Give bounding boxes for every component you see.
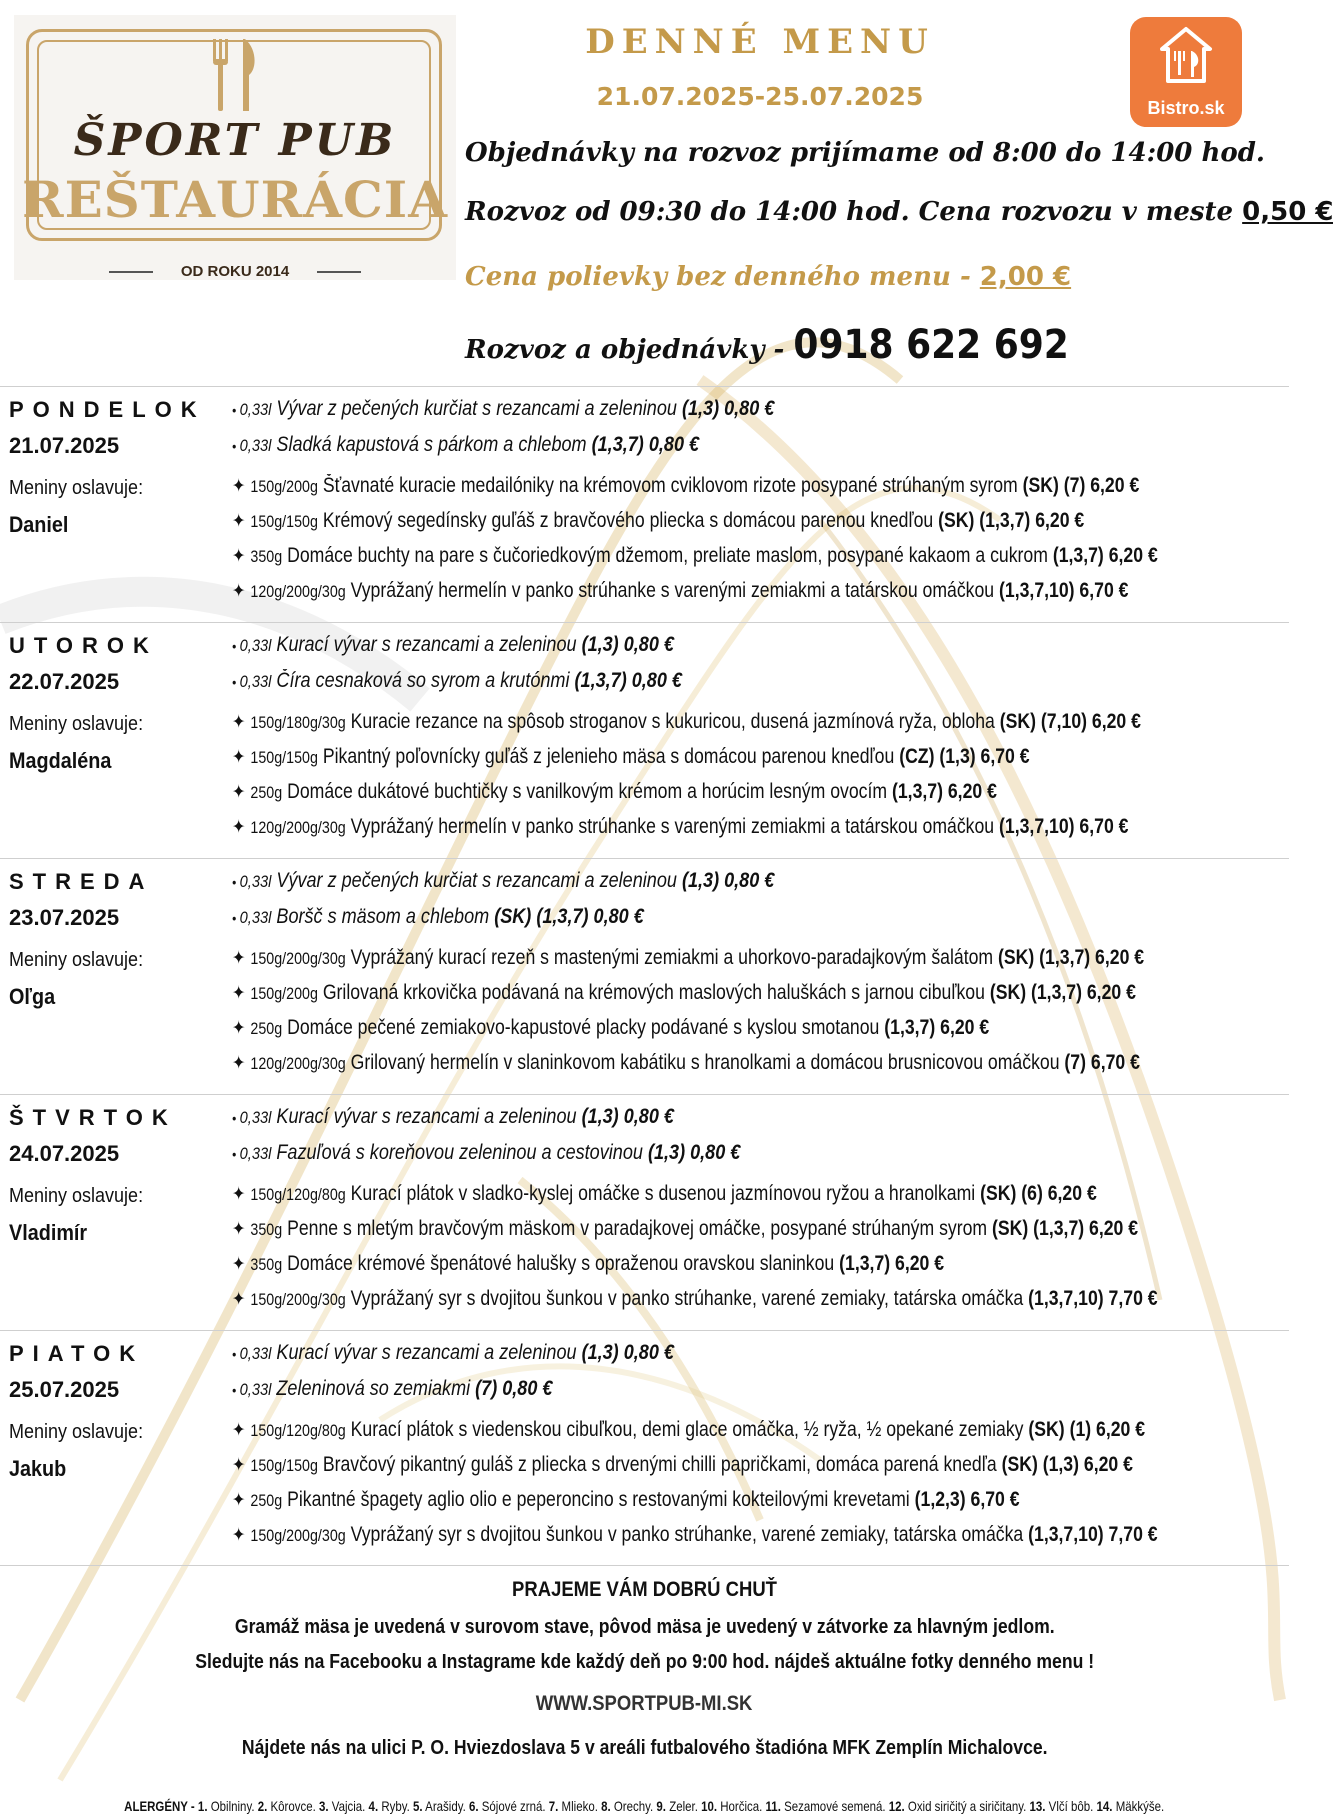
allergen-item: 7. Mlieko. — [549, 1798, 599, 1814]
website-link[interactable]: WWW.SPORTPUB-MI.SK — [536, 1692, 753, 1715]
star-icon: ✦ — [232, 782, 246, 803]
star-icon: ✦ — [232, 948, 246, 969]
soup-item: • 0,33l Sladká kapustová s párkom a chlebom (1,3,7) 0,80 € — [232, 433, 700, 456]
star-icon: ✦ — [232, 581, 246, 602]
day-name: PIATOK — [9, 1341, 145, 1366]
footer-wish: PRAJEME VÁM DOBRÚ CHUŤ — [512, 1578, 777, 1601]
day-name: UTOROK — [9, 633, 158, 658]
day-date: 21.07.2025 — [9, 433, 120, 458]
delivery-info: Rozvoz od 09:30 do 14:00 hod. Cena rozvozu v meste 0,50 € — [465, 197, 1333, 227]
allergen-item: 9. Zeler. — [656, 1798, 699, 1814]
restaurant-logo — [14, 15, 456, 280]
soup-item: • 0,33l Kurací vývar s rezancami a zeleninou (1,3) 0,80 € — [232, 1105, 674, 1128]
nameday-label: Meniny oslavuje: — [9, 1421, 144, 1443]
dish-item: ✦ 120g/200g/30g Grilovaný hermelín v slaninkovom kabátiku s hranolkami a domácou brusnicovou omáčkou (7) 6,70 € — [232, 1051, 1140, 1074]
dish-item: ✦ 250g Pikantné špagety aglio olio e peperoncino s restovanými kokteilovými krevetami (1,2,3) 6,70 € — [232, 1488, 1020, 1511]
star-icon: ✦ — [232, 1053, 246, 1074]
phone-number[interactable]: 0918 622 692 — [793, 322, 1069, 368]
allergens-label: ALERGÉNY - — [124, 1798, 199, 1814]
star-icon: ✦ — [232, 1018, 246, 1039]
day-name: STREDA — [9, 869, 154, 894]
dish-item: ✦ 120g/200g/30g Vyprážaný hermelín v panko strúhanke s varenými zemiakmi a tatárskou omáčkou (1,3,7,10) 6,70 € — [232, 815, 1129, 838]
logo-since: OD ROKU 2014 — [14, 263, 456, 280]
dish-item: ✦ 250g Domáce pečené zemiakovo-kapustové placky podávané s kyslou smotanou (1,3,7) 6,20 € — [232, 1016, 990, 1039]
fork-knife-icon — [199, 35, 269, 115]
dish-item: ✦ 150g/150g Bravčový pikantný guláš z pliecka s drvenými chilli papričkami, domáca parená knedľa (SK) (1,3) 6,20 € — [232, 1453, 1133, 1476]
dish-item: ✦ 150g/120g/80g Kurací plátok v sladko-kyslej omáčke s dusenou jazmínovou ryžou a hranolkami (SK) (6) 6,20 € — [232, 1182, 1097, 1205]
soup-item: • 0,33l Zeleninová so zemiakmi (7) 0,80 € — [232, 1377, 553, 1400]
nameday-label: Meniny oslavuje: — [9, 1185, 144, 1207]
star-icon: ✦ — [232, 1254, 246, 1275]
nameday-label: Meniny oslavuje: — [9, 713, 144, 735]
allergen-item: 13. Vlčí bôb. — [1029, 1798, 1094, 1814]
allergen-item: 2. Kôrovce. — [258, 1798, 317, 1814]
footer — [0, 1565, 1289, 1814]
day-block — [0, 1330, 1289, 1546]
soup-item: • 0,33l Kurací vývar s rezancami a zeleninou (1,3) 0,80 € — [232, 1341, 674, 1364]
bullet-icon: • — [232, 674, 237, 690]
dish-item: ✦ 150g/120g/80g Kurací plátok s viedenskou cibuľkou, demi glace omáčka, ½ ryža, ½ opekané zemiaky (SK) (1) 6,20 € — [232, 1418, 1146, 1441]
bullet-icon: • — [232, 1346, 237, 1362]
bullet-icon: • — [232, 874, 237, 890]
bistro-house-icon — [1160, 27, 1212, 83]
delivery-price: 0,50 € — [1242, 197, 1333, 227]
star-icon: ✦ — [232, 476, 246, 497]
day-date: 23.07.2025 — [9, 905, 120, 930]
day-block — [0, 386, 1289, 602]
dish-item: ✦ 150g/150g Pikantný poľovnícky guľáš z jelenieho mäsa s domácou parenou knedľou (CZ) (1,3) 6,70 € — [232, 745, 1030, 768]
logo-subtitle: REŠTAURÁCIA — [22, 170, 448, 229]
soup-item: • 0,33l Číra cesnaková so syrom a krutónmi (1,3,7) 0,80 € — [232, 669, 682, 692]
day-date: 25.07.2025 — [9, 1377, 120, 1402]
day-block — [0, 858, 1289, 1074]
dish-item: ✦ 350g Penne s mletým bravčovým mäskom v paradajkovej omáčke, posypané strúhaným syrom (SK) (1,3,7) 6,20 € — [232, 1217, 1139, 1240]
dish-item: ✦ 150g/200g Šťavnaté kuracie medailóniky na krémovom cviklovom rizote posypané strúhaným syrom (SK) (7) 6,20 € — [232, 474, 1140, 497]
star-icon: ✦ — [232, 1420, 246, 1441]
nameday-name: Oľga — [9, 984, 56, 1009]
star-icon: ✦ — [232, 511, 246, 532]
soup-price: 2,00 € — [979, 262, 1072, 292]
allergens-list — [0, 1798, 1289, 1814]
soup-item: • 0,33l Boršč s mäsom a chlebom (SK) (1,3,7) 0,80 € — [232, 905, 644, 928]
dish-item: ✦ 150g/200g/30g Vyprážaný kurací rezeň s mastenými zemiakmi a uhorkovo-paradajkovým šalátom (SK) (1,3,7) 6,20 € — [232, 946, 1145, 969]
allergen-item: 10. Horčica. — [701, 1798, 763, 1814]
day-name: PONDELOK — [9, 397, 206, 422]
orders-info: Objednávky na rozvoz prijímame od 8:00 do 14:00 hod. — [465, 138, 1265, 168]
allergen-item: 3. Vajcia. — [319, 1798, 366, 1814]
star-icon: ✦ — [232, 1525, 246, 1546]
nameday-name: Jakub — [9, 1456, 67, 1481]
star-icon: ✦ — [232, 712, 246, 733]
soup-item: • 0,33l Vývar z pečených kurčiat s rezancami a zeleninou (1,3) 0,80 € — [232, 869, 775, 892]
allergen-item: 1. Obilniny. — [198, 1798, 255, 1814]
bullet-icon: • — [232, 910, 237, 926]
footer-social-note: Sledujte nás na Facebooku a Instagrame kde každý deň po 9:00 hod. nájdeš aktuálne fotky denného menu ! — [195, 1651, 1094, 1673]
star-icon: ✦ — [232, 1490, 246, 1511]
footer-meat-note: Gramáž mäsa je uvedená v surovom stave, pôvod mäsa je uvedený v zátvorke za hlavným jedlom. — [234, 1616, 1055, 1638]
allergen-item: 14. Mäkkýše. — [1096, 1798, 1165, 1814]
footer-address: Nájdete nás na ulici P. O. Hviezdoslava 5 v areáli futbalového štadióna MFK Zemplín Michalovce. — [241, 1737, 1048, 1759]
soup-price-info: Cena polievky bez denného menu - 2,00 € — [465, 262, 1072, 292]
page-title: DENNÉ MENU — [585, 22, 935, 62]
dish-item: ✦ 150g/180g/30g Kuracie rezance na spôsob stroganov s kukuricou, dusená jazmínová ryža, obloha (SK) (7,10) 6,20 € — [232, 710, 1141, 733]
bullet-icon: • — [232, 638, 237, 654]
day-date: 24.07.2025 — [9, 1141, 120, 1166]
allergen-item: 5. Arašidy. — [413, 1798, 467, 1814]
bistro-badge[interactable] — [1130, 17, 1242, 127]
star-icon: ✦ — [232, 1184, 246, 1205]
allergen-item: 8. Orechy. — [601, 1798, 654, 1814]
phone-info: Rozvoz a objednávky - 0918 622 692 — [465, 322, 1069, 368]
nameday-label: Meniny oslavuje: — [9, 949, 144, 971]
dish-item: ✦ 120g/200g/30g Vyprážaný hermelín v panko strúhanke s varenými zemiakmi a tatárskou omáčkou (1,3,7,10) 6,70 € — [232, 579, 1129, 602]
menu-dates: 21.07.2025-25.07.2025 — [596, 82, 924, 111]
star-icon: ✦ — [232, 1289, 246, 1310]
dish-item: ✦ 150g/150g Krémový segedínsky guľáš z bravčového pliecka s domácou parenou knedľou (SK) (1,3,7) 6,20 € — [232, 509, 1085, 532]
star-icon: ✦ — [232, 747, 246, 768]
day-date: 22.07.2025 — [9, 669, 120, 694]
allergen-item: 12. Oxid siričitý a siričitany. — [889, 1798, 1027, 1814]
logo-name: ŠPORT PUB — [73, 115, 397, 166]
dish-item: ✦ 350g Domáce buchty na pare s čučoriedkovým džemom, preliate maslom, posypané kakaom a cukrom (1,3,7) 6,20 € — [232, 544, 1158, 567]
allergen-item: 4. Ryby. — [368, 1798, 411, 1814]
nameday-name: Daniel — [9, 512, 69, 537]
day-name: ŠTVRTOK — [9, 1105, 177, 1130]
dish-item: ✦ 150g/200g/30g Vyprážaný syr s dvojitou šunkou v panko strúhanke, varené zemiaky, tatárska omáčka (1,3,7,10) 7,70 € — [232, 1287, 1158, 1310]
star-icon: ✦ — [232, 1219, 246, 1240]
allergen-item: 11. Sezamové semená. — [765, 1798, 886, 1814]
dish-item: ✦ 250g Domáce dukátové buchtičky s vanilkovým krémom a horúcim lesným ovocím (1,3,7) 6,20 € — [232, 780, 997, 803]
bullet-icon: • — [232, 1146, 237, 1162]
dish-item: ✦ 350g Domáce krémové špenátové halušky s opraženou oravskou slaninkou (1,3,7) 6,20 € — [232, 1252, 945, 1275]
soup-item: • 0,33l Kurací vývar s rezancami a zeleninou (1,3) 0,80 € — [232, 633, 674, 656]
bullet-icon: • — [232, 438, 237, 454]
soup-item: • 0,33l Fazuľová s koreňovou zeleninou a cestovinou (1,3) 0,80 € — [232, 1141, 741, 1164]
bullet-icon: • — [232, 1382, 237, 1398]
star-icon: ✦ — [232, 817, 246, 838]
day-block — [0, 622, 1289, 838]
allergen-item: 6. Sójové zrná. — [469, 1798, 546, 1814]
star-icon: ✦ — [232, 983, 246, 1004]
star-icon: ✦ — [232, 1455, 246, 1476]
star-icon: ✦ — [232, 546, 246, 567]
bullet-icon: • — [232, 402, 237, 418]
nameday-name: Vladimír — [9, 1220, 88, 1245]
dish-item: ✦ 150g/200g Grilovaná krkovička podávaná na krémových maslových haluškách s jarnou cibuľkou (SK) (1,3,7) 6,20 € — [232, 981, 1136, 1004]
dish-item: ✦ 150g/200g/30g Vyprážaný syr s dvojitou šunkou v panko strúhanke, varené zemiaky, tatárska omáčka (1,3,7,10) 7,70 € — [232, 1523, 1158, 1546]
nameday-label: Meniny oslavuje: — [9, 477, 144, 499]
nameday-name: Magdaléna — [9, 748, 112, 773]
soup-item: • 0,33l Vývar z pečených kurčiat s rezancami a zeleninou (1,3) 0,80 € — [232, 397, 775, 420]
day-block — [0, 1094, 1289, 1310]
bullet-icon: • — [232, 1110, 237, 1126]
bistro-label: Bistro.sk — [1147, 98, 1225, 118]
